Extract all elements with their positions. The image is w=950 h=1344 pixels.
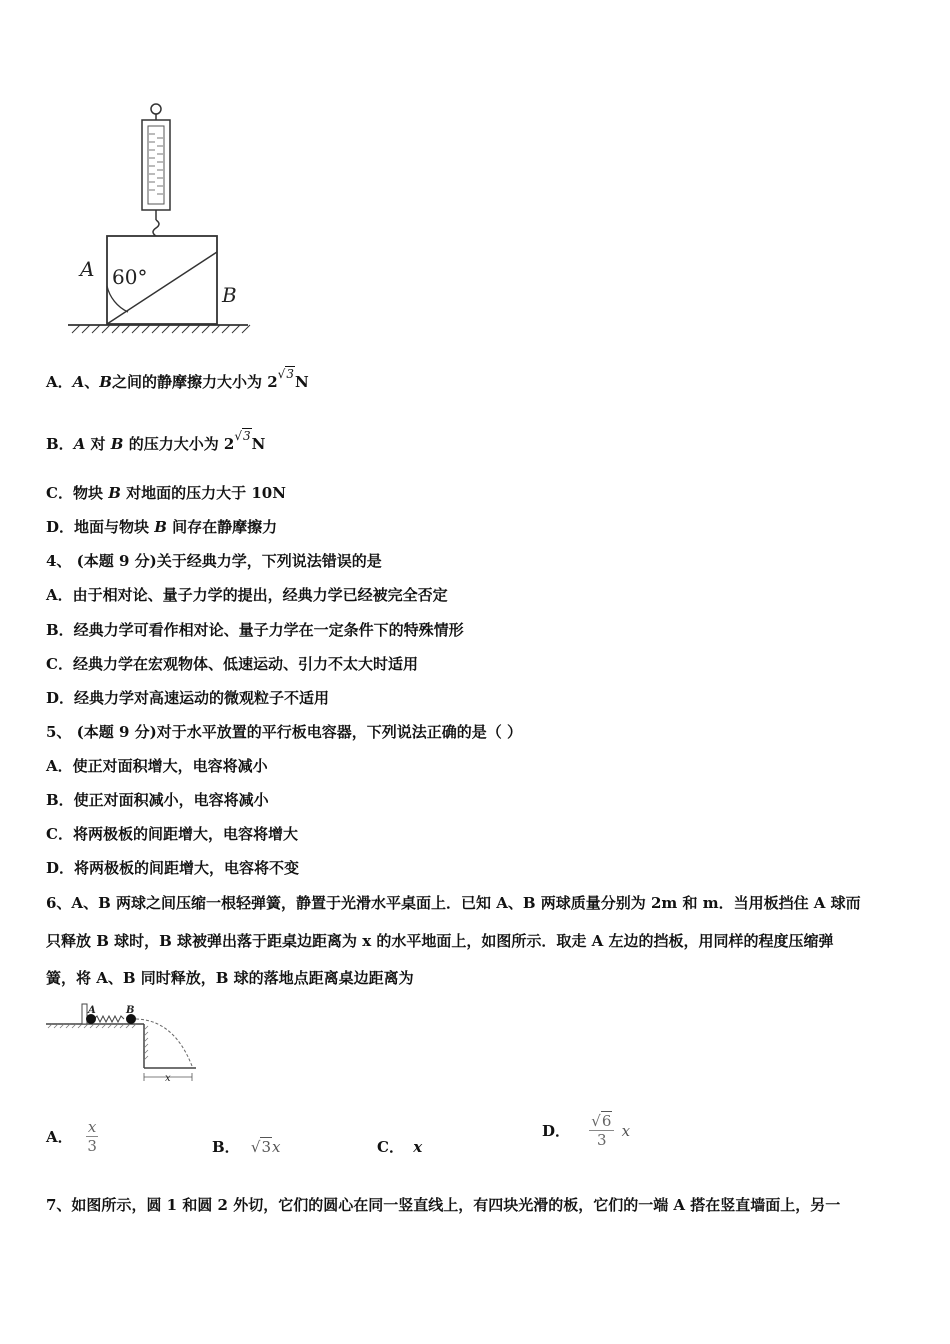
fraction: $\frac{x}{3}$ xyxy=(87,1118,97,1155)
q4-option-c: C．经典力学在宏观物体、低速运动、引力不太大时适用 xyxy=(46,655,418,673)
q6-option-d: D． $\frac{√6}{3}$ x xyxy=(542,1112,631,1149)
label-b: B xyxy=(222,283,237,307)
q6-option-a: A． $\frac{x}{3}$ xyxy=(46,1118,97,1155)
label-a: A xyxy=(80,257,95,281)
q6-option-b: B． √3x xyxy=(212,1138,281,1156)
q6-stem-line-1: 6、A、B 两球之间压缩一根轻弹簧，静置于光滑水平桌面上．已知 A、B 两球质量分别为 2m 和 m．当用板挡住 A 球而 xyxy=(46,894,861,912)
angle-label: 60° xyxy=(112,265,148,289)
q3-option-c: C．物块 B 对地面的压力大于 10N xyxy=(46,484,286,502)
label-x: x xyxy=(165,1073,171,1084)
sqrt-3: √3 xyxy=(234,429,251,443)
q5-option-d: D．将两极板的间距增大，电容将不变 xyxy=(46,859,300,877)
label-b: B xyxy=(126,1005,135,1016)
q3-option-a: A．A、B之间的静摩擦力大小为 $2^{√3}N$ xyxy=(46,367,309,391)
q3-option-d: D．地面与物块 B 间存在静摩擦力 xyxy=(46,518,278,536)
q4-option-a: A．由于相对论、量子力学的提出，经典力学已经被完全否定 xyxy=(46,586,448,604)
q5-option-b: B．使正对面积减小，电容将减小 xyxy=(46,791,269,809)
q3-option-b: B．A 对 B 的压力大小为 $2^{√3}N$ xyxy=(46,429,266,453)
spring-scale-figure xyxy=(66,100,256,340)
q6-stem-line-3: 簧，将 A、B 同时释放，B 球的落地点距离桌边距离为 xyxy=(46,969,414,987)
q6-option-c: C． x xyxy=(377,1138,423,1156)
q5-stem: 5、 (本题 9 分)对于水平放置的平行板电容器，下列说法正确的是（ ） xyxy=(46,723,522,741)
label-a: A xyxy=(88,1005,96,1016)
q4-option-b: B．经典力学可看作相对论、量子力学在一定条件下的特殊情形 xyxy=(46,621,464,639)
q5-option-a: A．使正对面积增大，电容将减小 xyxy=(46,757,268,775)
sqrt-3: √3 xyxy=(277,367,294,381)
q6-stem-line-2: 只释放 B 球时，B 球被弹出落于距桌边距离为 x 的水平地面上，如图所示．取走 A 左边的挡板，用同样的程度压缩弹 xyxy=(46,932,834,950)
q4-stem: 4、 (本题 9 分)关于经典力学，下列说法错误的是 xyxy=(46,552,382,570)
sqrt-expression: √3x xyxy=(250,1138,281,1156)
q5-option-c: C．将两极板的间距增大，电容将增大 xyxy=(46,825,298,843)
spring-balls-figure xyxy=(44,1000,204,1085)
q4-option-d: D．经典力学对高速运动的微观粒子不适用 xyxy=(46,689,330,707)
fraction: $\frac{√6}{3}$ xyxy=(589,1112,614,1149)
q7-stem-line-1: 7、如图所示，圆 1 和圆 2 外切，它们的圆心在同一竖直线上，有四块光滑的板，它们的一端 A 搭在竖直墙面上，另一 xyxy=(46,1196,841,1214)
